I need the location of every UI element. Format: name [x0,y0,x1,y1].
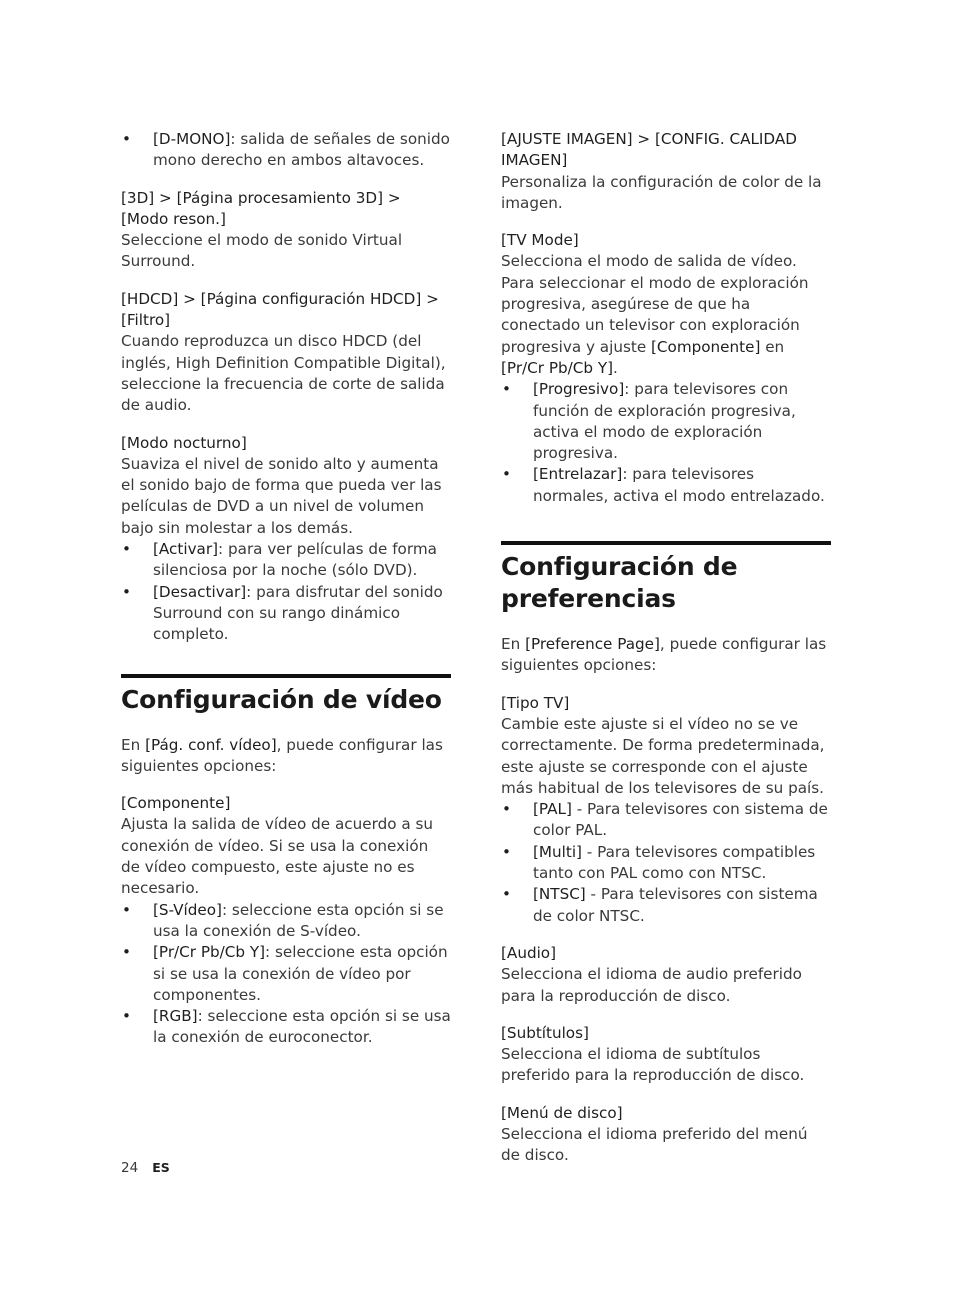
list-item [121,129,451,172]
section-divider [501,541,831,545]
list-item [121,942,451,1006]
setting-heading: [3D] > [Página procesamiento 3D] > [Modo reson.] [121,188,401,228]
option-key: [Pr/Cr Pb/Cb Y] [153,943,266,962]
setting-description: Selecciona el idioma preferido del menú de disco. [501,1124,808,1165]
setting-description: Cuando reproduzca un disco HDCD (del inglés, High Definition Compatible Digital), seleccione la frecuencia de corte de salida de audio. [121,332,446,415]
list-item [501,842,831,885]
page-footer [121,1158,170,1178]
intro-text: , puede configurar las siguientes opciones: [501,635,827,675]
option-key: [RGB] [153,1007,198,1026]
intro-text: En [501,635,526,654]
video-section-title: Configuración de vídeo [121,684,442,714]
list-item [121,539,451,582]
list-item [501,799,831,842]
option-key: [Desactivar] [153,582,247,601]
option-key: [S-Vídeo] [153,900,222,919]
option-text: : para disfrutar del sonido Surround con su rango dinámico completo. [153,582,443,644]
setting-description: Selecciona el idioma de subtítulos preferido para la reproducción de disco. [501,1045,805,1085]
option-text: : seleccione esta opción si se usa la conexión de vídeo por componentes. [153,943,448,1004]
list-item [121,1006,451,1049]
preferences-section-title: Configuración de preferencias [501,552,738,614]
setting-description: Personaliza la configuración de color de la imagen. [501,172,822,212]
option-key: [PAL] [533,800,572,819]
setting-description: Selecciona el modo de salida de vídeo. [501,252,797,271]
intro-text: En [121,735,146,754]
option-text: : para ver películas de forma silenciosa por la noche (sólo DVD). [153,540,437,580]
option-text: - Para televisores compatibles tanto con PAL como con NTSC. [533,842,816,883]
list-item [501,884,831,927]
intro-text: , puede configurar las siguientes opciones: [121,735,443,775]
left-column [121,129,451,1049]
video-section-intro [121,735,451,778]
setting-disc-menu-block [501,1103,831,1167]
description-text: Para seleccionar el modo de exploración progresiva, asegúrese de que ha conectado un televisor con exploración progresiva y ajuste [501,273,809,356]
option-key: [Entrelazar] [533,465,623,484]
option-key: [D-MONO] [153,130,231,148]
option-text: : seleccione esta opción si se usa la conexión de S-vídeo. [153,900,444,940]
setting-heading: [Audio] [501,943,557,962]
intro-key: [Preference Page] [525,635,660,654]
list-item [501,464,831,507]
component-options [121,900,451,1049]
description-text: en [760,337,785,356]
option-text: : para televisores con función de exploración progresiva, activa el modo de exploración progresiva. [533,380,796,463]
description-text: . [613,358,618,377]
preferences-section-intro [501,634,831,677]
tv-mode-options [501,379,831,507]
page-number: 24 [121,1160,139,1176]
list-item [501,379,831,464]
setting-heading: [TV Mode] [501,231,579,250]
description-key: [Pr/Cr Pb/Cb Y] [501,358,614,377]
setting-description: Suaviza el nivel de sonido alto y aumenta el sonido bajo de forma que pueda ver las películas de DVD a un nivel de volumen bajo sin molestar a los demás. [121,454,442,537]
setting-night-mode-block [121,433,451,646]
setting-description: Ajusta la salida de vídeo de acuerdo a su conexión de vídeo. Si se usa la conexión de vídeo compuesto, este ajuste no es necesario. [121,815,433,898]
setting-audio-block [501,943,831,1007]
description-key: [Componente] [651,337,761,356]
option-text: : seleccione esta opción si se usa la conexión de euroconector. [153,1007,451,1047]
setting-description: Cambie este ajuste si el vídeo no se ve correctamente. De forma predeterminada, este ajuste se corresponde con el ajuste más habitual de los televisores de su país. [501,714,825,797]
setting-tv-mode-block [501,230,831,507]
setting-subtitles-block [501,1023,831,1087]
option-text: - Para televisores con sistema de color NTSC. [533,885,818,925]
option-key: [Activar] [153,540,219,559]
setting-description: Selecciona el idioma de audio preferido para la reproducción de disco. [501,965,802,1005]
option-key: [Multi] [533,842,582,861]
setting-3d-block [121,188,451,273]
setting-heading: [Subtítulos] [501,1023,589,1042]
option-key: [Progresivo] [533,380,625,399]
option-key: [NTSC] [533,885,586,904]
night-mode-options [121,539,451,645]
intro-key: [Pág. conf. vídeo] [145,735,277,754]
setting-component-block [121,793,451,1049]
language-code: ES [152,1160,170,1175]
setting-image-block [501,129,831,214]
setting-heading: [Menú de disco] [501,1103,623,1122]
option-text: - Para televisores con sistema de color PAL. [533,800,828,840]
right-column [501,129,831,1167]
list-item [121,900,451,943]
setting-heading: [Tipo TV] [501,693,570,712]
setting-heading: [Componente] [121,794,231,813]
setting-heading: [AJUSTE IMAGEN] > [CONFIG. CALIDAD IMAGEN] [501,130,797,170]
setting-heading: [HDCD] > [Página configuración HDCD] > [Filtro] [121,289,439,330]
option-text: : para televisores normales, activa el modo entrelazado. [533,465,825,505]
setting-heading: [Modo nocturno] [121,433,247,452]
setting-description [501,273,831,379]
list-item [121,582,451,646]
setting-tv-type-block [501,693,831,927]
setting-description: Seleccione el modo de sonido Virtual Surround. [121,231,403,271]
option-text: : salida de señales de sonido mono derecho en ambos altavoces. [153,130,450,170]
section-divider [121,674,451,678]
d-mono-bullet-list [121,129,451,172]
tv-type-options [501,799,831,927]
setting-hdcd-block [121,289,451,417]
